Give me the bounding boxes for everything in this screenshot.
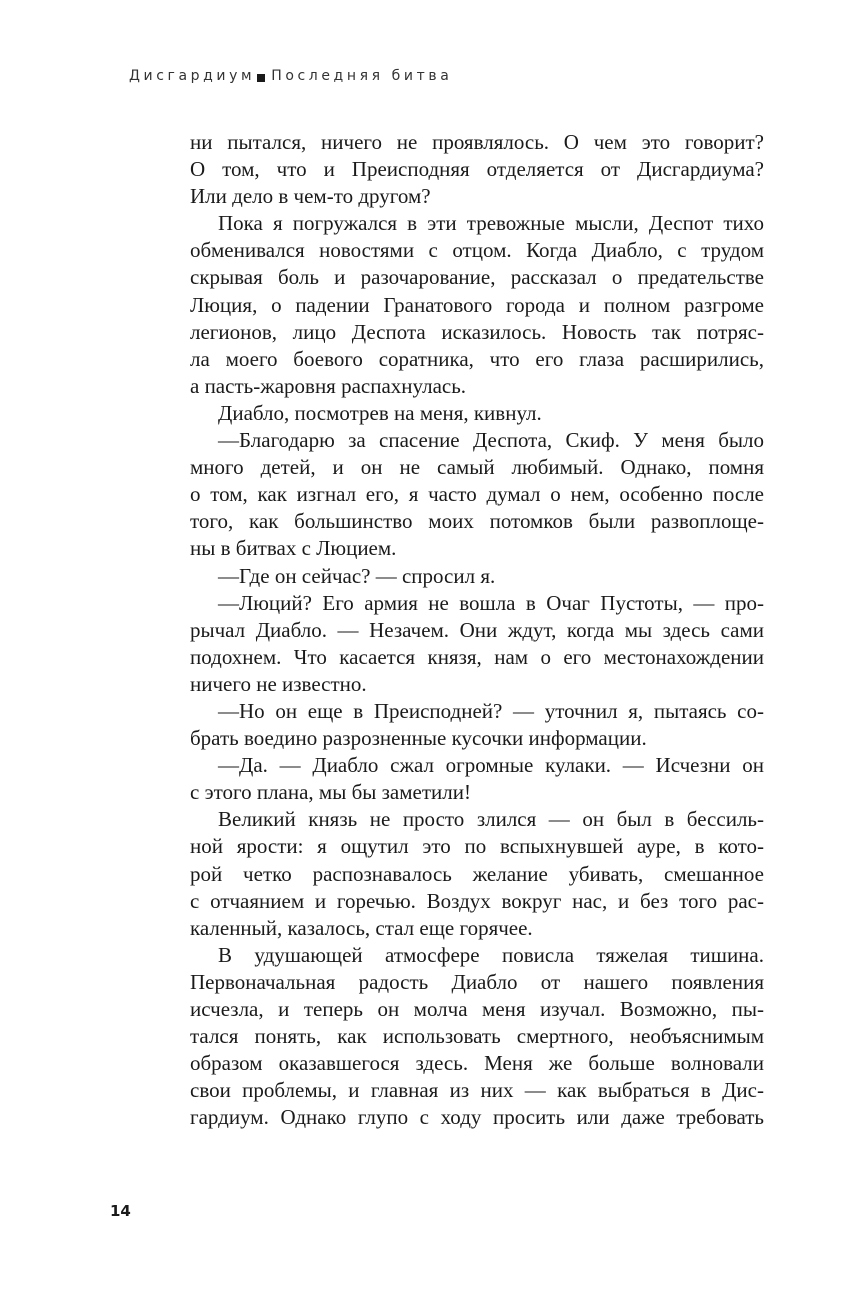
paragraph [190,806,764,941]
text-line: свои проблемы, и главная из них — как выбраться в Дис- [190,1078,764,1103]
paragraph [190,590,764,698]
text-line: гардиум. Однако глупо с ходу просить или даже требовать [190,1105,764,1130]
text-line: В удушающей атмосфере повисла тяжелая тишина. [218,942,764,967]
text-line: много детей, и он не самый любимый. Однако, помня [190,455,764,480]
paragraph [190,752,764,806]
paragraph [190,129,764,210]
text-line: Первоначальная радость Диабло от нашего появления [190,969,764,994]
text-line: рычал Диабло. — Незачем. Они ждут, когда мы здесь сами [190,617,764,642]
text-line: ничего не известно. [190,671,367,696]
text-line: каленный, казалось, стал еще горячее. [190,915,533,940]
text-line: ны в битвах с Люцием. [190,536,397,561]
text-line: с отчаянием и горечью. Воздух вокруг нас, и без того рас- [190,888,764,913]
page-number: 14 [110,1202,131,1220]
text-line: —Благодарю за спасение Деспота, Скиф. У меня было [218,428,764,453]
text-line: с этого плана, мы бы заметили! [190,780,471,805]
paragraph [190,563,764,590]
text-line: —Люций? Его армия не вошла в Очаг Пустоты, — про- [218,590,764,615]
text-line: Диабло, посмотрев на меня, кивнул. [218,400,542,425]
text-line: Люция, о падении Гранатового города и полном разгроме [190,292,764,317]
text-line: брать воедино разрозненные кусочки информации. [190,726,647,751]
text-line: а пасть-жаровня распахнулась. [190,373,467,398]
running-head-book-title: Дисгардиум [129,68,256,84]
paragraph [190,210,764,400]
text-line: О том, что и Преисподняя отделяется от Дисгардиума? [190,157,764,182]
text-line: —Да. — Диабло сжал огромные кулаки. — Исчезни он [218,753,764,778]
text-line: рой четко распознавалось желание убивать, смешанное [190,861,764,886]
text-line: легионов, лицо Деспота исказилось. Новость так потряс- [190,319,764,344]
text-line: ни пытался, ничего не проявлялось. О чем это говорит? [190,130,764,154]
paragraph [190,400,764,427]
text-line: —Но он еще в Преисподней? — уточнил я, пытаясь со- [218,698,764,723]
paragraph [190,942,764,1132]
running-head-subtitle: Последняя битва [271,68,453,84]
text-line: ла моего боевого соратника, что его глаза расширились, [190,346,764,371]
text-line: Или дело в чем-то другом? [190,184,431,209]
running-head-separator-square [257,74,265,82]
text-line: о том, как изгнал его, я часто думал о нем, особенно после [190,482,764,507]
text-line: Великий князь не просто злился — он был в бессиль- [218,807,764,832]
paragraph [190,427,764,562]
text-line: тался понять, как использовать смертного, необъяснимым [190,1024,764,1049]
text-line: скрывая боль и разочарование, рассказал о предательстве [190,265,764,290]
text-line: того, как большинство моих потомков были развоплоще- [190,509,764,534]
text-line: —Где он сейчас? — спросил я. [218,563,496,588]
text-line: подохнем. Что касается князя, нам о его местонахождении [190,644,764,669]
running-head [129,68,452,84]
text-line: Пока я погружался в эти тревожные мысли, Деспот тихо [218,211,764,236]
text-line: образом оказавшегося здесь. Меня же больше волновали [190,1051,764,1076]
text-line: обменивался новостями с отцом. Когда Диабло, с трудом [190,238,764,263]
text-line: ной ярости: я ощутил это по вспыхнувшей ауре, в кото- [190,834,764,859]
paragraph [190,698,764,752]
text-line: исчезла, и теперь он молча меня изучал. Возможно, пы- [190,997,764,1021]
body-text [190,129,764,1131]
